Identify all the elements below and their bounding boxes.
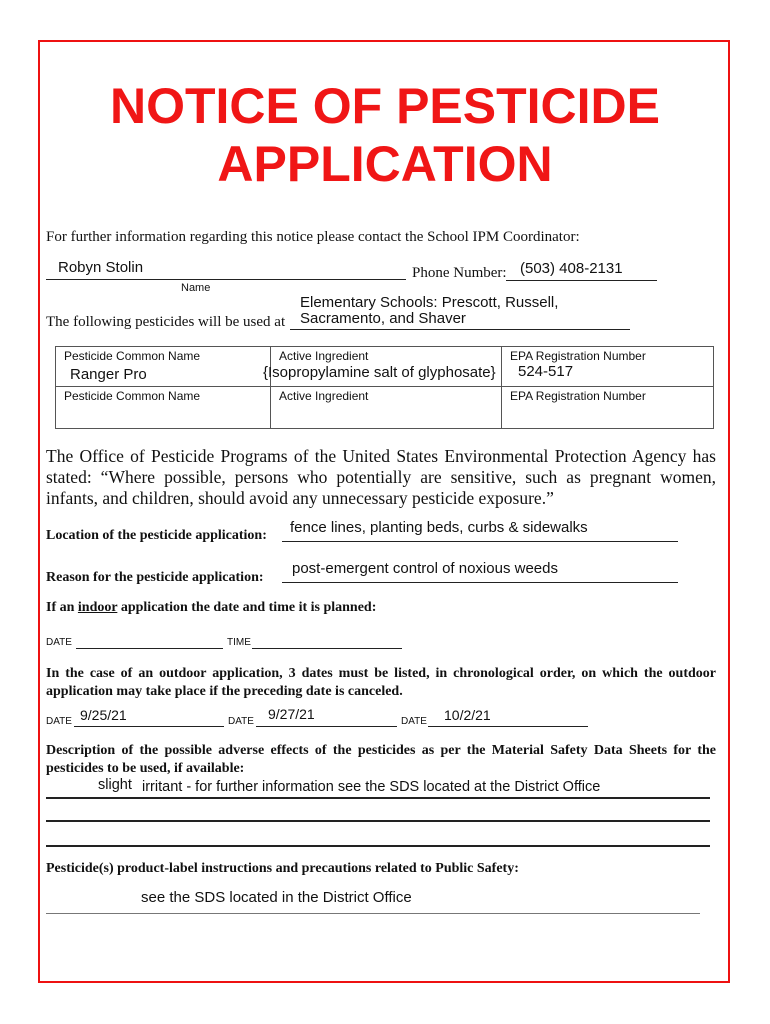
indoor-label [46,600,376,616]
table-row [56,387,714,429]
coordinator-name-value[interactable]: Robyn Stolin [58,259,144,276]
application-reason-label: Reason for the pesticide application: [46,570,264,585]
outdoor-date2-label: DATE [228,716,254,727]
application-reason-line [282,582,678,583]
table-row [56,347,714,387]
indoor-time-label: TIME [227,637,251,648]
common-name-cell[interactable] [56,387,271,429]
phone-line [506,280,657,281]
application-location-label: Location of the pesticide application: [46,528,267,543]
coordinator-name-line [46,279,406,280]
application-reason-value[interactable]: post-emergent control of noxious weeds [292,560,558,577]
adverse-effects-line-2 [46,820,710,822]
adverse-effects-label: Description of the possible adverse effects of the pesticides as per the Material Safety Data Sheets for the pesticides to be used, if available: [46,743,716,776]
application-location-value[interactable]: fence lines, planting beds, curbs & sidewalks [290,519,588,536]
coordinator-name-label: Name [181,282,211,294]
form-title-line1: NOTICE OF PESTICIDE [109,78,661,134]
ingredient-cell[interactable] [263,347,502,387]
indoor-time-line[interactable] [252,648,402,649]
indoor-date-label: DATE [46,637,72,648]
indoor-label-prefix: If an [46,600,78,615]
common-name-label: Pesticide Common Name [64,389,201,403]
common-name-label: Pesticide Common Name [64,349,201,363]
epa-statement: The Office of Pesticide Programs of the United States Environmental Protection Agency has stated: “Where possible, persons who potentially are sensitive, such as pregnant women, infants, and children, should avoid any unnecessary pesticide exposure.” [46,446,716,508]
used-at-value-line2[interactable]: Sacramento, and Shaver [300,310,466,327]
indoor-label-emph: indoor [77,600,118,615]
outdoor-date1-line [74,726,224,727]
outdoor-date3-line [428,726,588,727]
public-safety-label: Pesticide(s) product-label instructions and precautions related to Public Safety: [46,861,519,876]
phone-value[interactable]: (503) 408-2131 [520,260,623,277]
common-name-cell[interactable] [56,347,271,387]
ingredient-value[interactable]: {Isopropylamine salt of glyphosate} [263,364,496,381]
adverse-effects-line-3 [46,845,710,847]
epa-value[interactable]: 524-517 [518,363,574,380]
form-title-line2: APPLICATION [217,136,553,192]
epa-cell[interactable] [502,387,714,429]
epa-label: EPA Registration Number [510,389,646,403]
indoor-label-suffix: application the date and time it is planned: [117,600,377,615]
outdoor-date3-value[interactable]: 10/2/21 [444,707,491,723]
outdoor-instructions: In the case of an outdoor application, 3 dates must be listed, in chronological order, on which the outdoor application may take place if the preceding date is canceled. [46,666,716,699]
used-at-value-line1[interactable]: Elementary Schools: Prescott, Russell, [300,294,559,311]
adverse-effects-value[interactable]: irritant - for further information see the SDS located at the District Office [142,779,601,795]
ingredient-label: Active Ingredient [279,389,369,403]
outdoor-date3-label: DATE [401,716,427,727]
outdoor-date1-label: DATE [46,716,72,727]
adverse-effects-value-word[interactable]: slight [98,777,132,793]
public-safety-line [46,913,700,914]
pesticide-table [55,346,714,429]
coordinator-intro: For further information regarding this notice please contact the School IPM Coordinator: [46,229,580,245]
used-at-line [290,329,630,330]
used-at-label: The following pesticides will be used at [46,314,286,330]
application-location-line [282,541,678,542]
common-name-value[interactable]: Ranger Pro [70,366,147,383]
ingredient-cell[interactable] [271,387,502,429]
public-safety-value[interactable]: see the SDS located in the District Office [141,889,412,906]
outdoor-date1-value[interactable]: 9/25/21 [80,707,127,723]
epa-cell[interactable] [502,347,714,387]
adverse-effects-line-1 [46,797,710,799]
outdoor-date2-line [256,726,397,727]
indoor-date-line[interactable] [76,648,223,649]
phone-label: Phone Number: [412,265,507,281]
ingredient-label: Active Ingredient [279,349,369,363]
epa-label: EPA Registration Number [510,349,646,363]
outdoor-date2-value[interactable]: 9/27/21 [268,706,315,722]
